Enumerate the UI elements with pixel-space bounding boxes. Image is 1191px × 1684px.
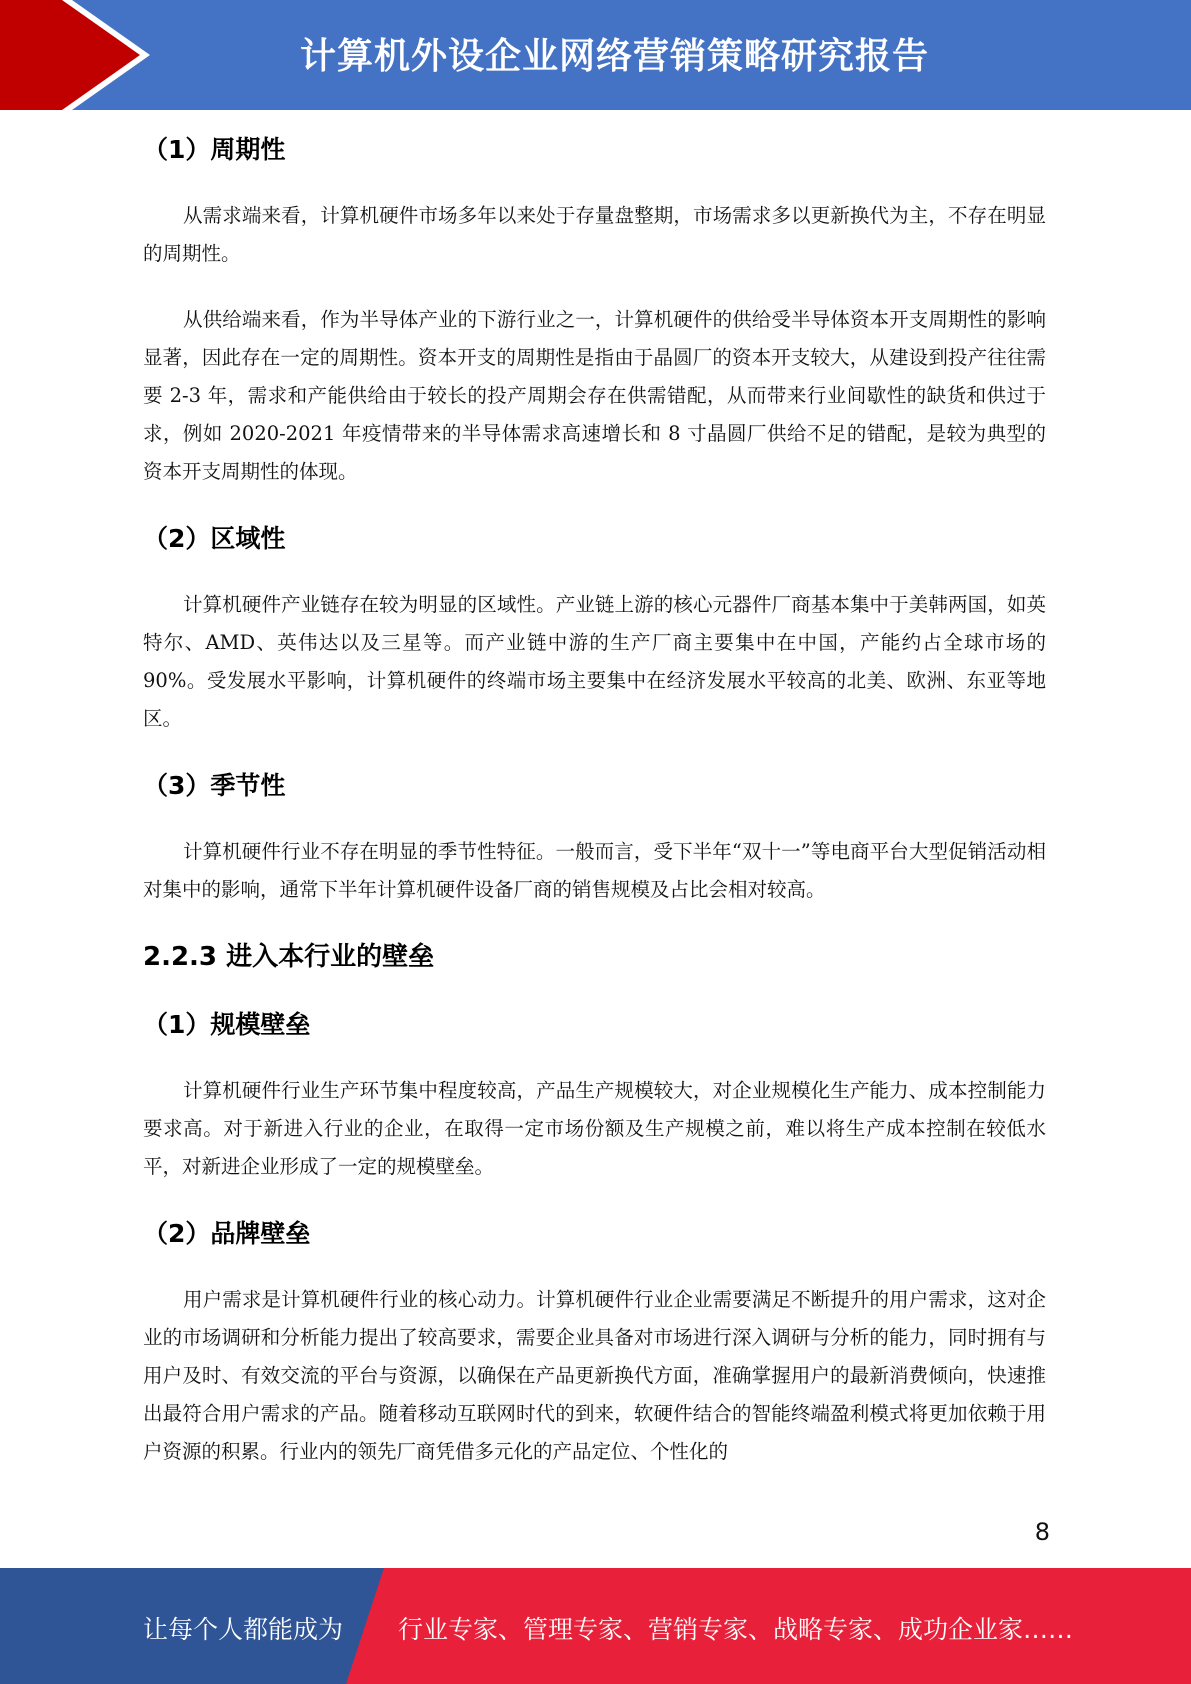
report-title: 计算机外设企业网络营销策略研究报告: [300, 36, 930, 77]
paragraph-demand-side: 从需求端来看，计算机硬件市场多年以来处于存量盘整期，市场需求多以更新换代为主，不存在明显的周期性。: [143, 204, 1046, 265]
subheading-brand-barrier: （2）品牌壁垒: [143, 1219, 311, 1248]
paragraph-seasonality: 计算机硬件行业不存在明显的季节性特征。一般而言，受下半年“双十一”等电商平台大型促销活动相对集中的影响，通常下半年计算机硬件设备厂商的销售规模及占比会相对较高。: [143, 840, 1046, 901]
paragraph-supply-side: 从供给端来看，作为半导体产业的下游行业之一，计算机硬件的供给受半导体资本开支周期性的影响显著，因此存在一定的周期性。资本开支的周期性是指由于晶圆厂的资本开支较大，从建设到投产往往需要 2-3 年，需求和产能供给由于较长的投产周期会存在供需错配，从而带来行业间歇性的缺货和供过于求，例如 2020-2021 年疫情带来的半导体需求高速增长和 8 寸晶圆厂供给不足的错配，是较为典型的资本开支周期性的体现。: [143, 308, 1046, 483]
header-band: [0, 0, 1191, 110]
footer-slogan-right: 行业专家、管理专家、营销专家、战略专家、成功企业家……: [398, 1615, 1074, 1644]
subheading-scale-barrier: （1）规模壁垒: [143, 1010, 311, 1039]
page-number: 8: [1034, 1518, 1050, 1546]
paragraph-scale-barrier: 计算机硬件行业生产环节集中程度较高，产品生产规模较大，对企业规模化生产能力、成本控制能力要求高。对于新进入行业的企业，在取得一定市场份额及生产规模之前，难以将生产成本控制在较低水平，对新进企业形成了一定的规模壁垒。: [143, 1079, 1046, 1178]
paragraph-regionality: 计算机硬件产业链存在较为明显的区域性。产业链上游的核心元器件厂商基本集中于美韩两国，如英特尔、AMD、英伟达以及三星等。而产业链中游的生产厂商主要集中在中国，产能约占全球市场的 90%。受发展水平影响，计算机硬件的终端市场主要集中在经济发展水平较高的北美、欧洲、东亚等地区。: [143, 593, 1046, 730]
subheading-cyclicality: （1）周期性: [143, 135, 286, 164]
section-heading-entry-barriers: 2.2.3 进入本行业的壁垒: [143, 942, 435, 972]
footer-slogan-left: 让每个人都能成为: [143, 1615, 344, 1644]
paragraph-brand-barrier: 用户需求是计算机硬件行业的核心动力。计算机硬件行业企业需要满足不断提升的用户需求，这对企业的市场调研和分析能力提出了较高要求，需要企业具备对市场进行深入调研与分析的能力，同时拥有与用户及时、有效交流的平台与资源，以确保在产品更新换代方面，准确掌握用户的最新消费倾向，快速推出最符合用户需求的产品。随着移动互联网时代的到来，软硬件结合的智能终端盈利模式将更加依赖于用户资源的积累。行业内的领先厂商凭借多元化的产品定位、个性化的: [143, 1288, 1046, 1463]
subheading-seasonality: （3）季节性: [143, 771, 286, 800]
header-chevron-decoration: [0, 0, 160, 110]
subheading-regionality: （2）区域性: [143, 524, 286, 553]
report-body: [143, 130, 1046, 1471]
footer-band: [0, 1568, 1191, 1684]
